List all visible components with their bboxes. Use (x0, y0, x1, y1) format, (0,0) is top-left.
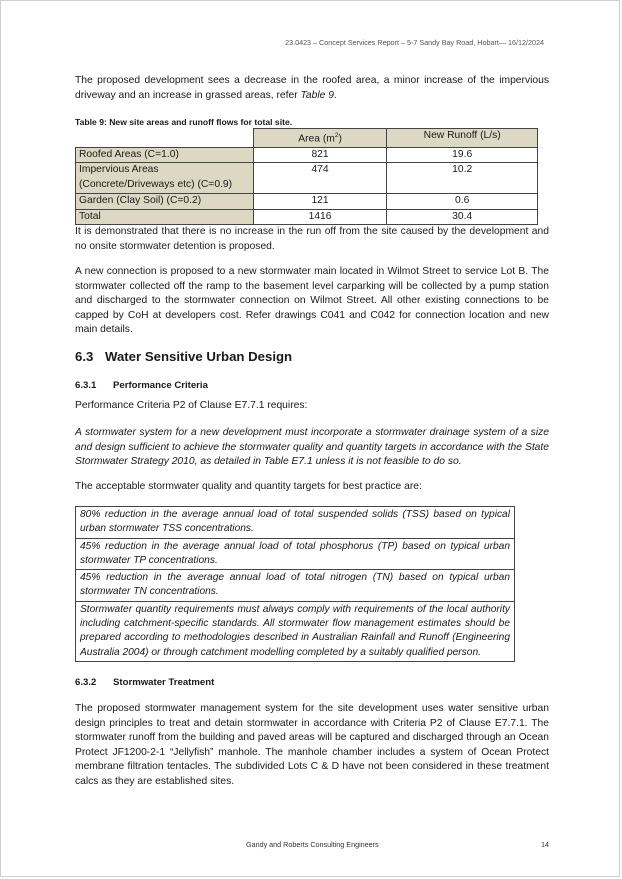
target-cell: Stormwater quantity requirements must always comply with requirements of the local authority including catchment-specific standards. All stormwater flow management estimates should be prepared according to methodologies described in Australian Rainfall and Runoff (Engineering Australia 2004) or through catchment modelling completed by a suitably qualified person. (76, 601, 515, 661)
treatment-paragraph: The proposed stormwater management system for the site development uses water sensitive urban design principles to treat and detain stormwater in accordance with Criteria P2 of Clause E7.7.1. The stormwater runoff from the building and paved areas will be captured and discharged through an Ocean Protect JF1200-2-1 “Jellyfish” manhole. The manhole chamber includes a system of Ocean Protect membrane filtration tentacles. The subdivided Lots C & D have not been considered in these treatment calcs as they are established sites. (75, 703, 549, 787)
subsection-title: Stormwater Treatment (113, 677, 215, 688)
section-heading (75, 349, 292, 364)
intro-end: . (333, 89, 337, 101)
subsection-heading-criteria (75, 380, 208, 391)
area-cell: 821 (253, 147, 387, 163)
no-increase-paragraph: It is demonstrated that there is no increase in the run off from the site caused by the development and no onsite stormwater detention is proposed. (75, 226, 549, 252)
criteria-paragraph: Performance Criteria P2 of Clause E7.7.1 requires: (75, 400, 308, 411)
table-row (76, 147, 538, 163)
intro-paragraph (75, 74, 549, 103)
col-runoff-header: New Runoff (L/s) (387, 129, 538, 148)
targets-intro-paragraph: The acceptable stormwater quality and quantity targets for best practice are: (75, 481, 422, 492)
table-caption: Table 9: New site areas and runoff flows for total site. (75, 117, 293, 127)
row-label: Total (76, 209, 254, 225)
target-row (76, 538, 515, 570)
area-cell: 1416 (253, 209, 387, 225)
runoff-cell: 19.6 (387, 147, 538, 163)
target-cell: 45% reduction in the average annual load of total phosphorus (TP) based on typical urban stormwater TP concentrations. (76, 538, 515, 570)
runoff-table (75, 128, 538, 225)
target-cell: 45% reduction in the average annual load of total nitrogen (TN) based on typical urban stormwater TN concentrations. (76, 570, 515, 602)
connection-paragraph: A new connection is proposed to a new stormwater main located in Wilmot Street to service Lot B. The stormwater collected off the ramp to the basement level carparking will be collected by a pump station and discharged to the stormwater connection on Wilmot Street. All other existing connections to be capped by CoH at developers cost. Refer drawings C041 and C042 for connection location and new main details. (75, 266, 549, 336)
area-cell: 121 (253, 194, 387, 210)
col-area-header: Area $(m^2)$ (253, 129, 387, 148)
target-row (76, 570, 515, 602)
page-header: 23.0423 – Concept Services Report – 5-7 Sandy Bay Road, Hobart— 16/12/2024 (285, 38, 544, 47)
target-row (76, 601, 515, 661)
subsection-title: Performance Criteria (113, 380, 208, 391)
table-total-row (76, 209, 538, 225)
subsection-number: 6.3.2 (75, 677, 97, 688)
runoff-cell: 30.4 (387, 209, 538, 225)
intro-text: The proposed development sees a decrease in the roofed area, a minor increase of the impervious driveway and an increase in grassed areas, refer (75, 75, 549, 101)
page-footer: Gandy and Roberts Consulting Engineers (246, 840, 379, 849)
table-row (76, 163, 538, 194)
header-blank (76, 129, 254, 148)
target-row (76, 507, 515, 539)
table-header-row (76, 129, 538, 148)
section-number: 6.3 (75, 349, 94, 364)
runoff-cell: 10.2 (387, 163, 538, 194)
row-label: Impervious Areas (Concrete/Driveways etc) (C=0.9) (76, 163, 254, 194)
table-reference: Table 9 (300, 89, 334, 101)
quote-paragraph: A stormwater system for a new development must incorporate a stormwater drainage system of a size and design sufficient to achieve the stormwater quality and quantity targets in accordance with the State Stormwater Strategy 2010, as detailed in Table E7.1 unless it is not feasible to do so. (75, 427, 549, 468)
subsection-heading-treatment (75, 677, 214, 688)
page-number: 14 (541, 840, 549, 849)
runoff-cell: 0.6 (387, 194, 538, 210)
table-row (76, 194, 538, 210)
row-label: Garden (Clay Soil) (C=0.2) (76, 194, 254, 210)
targets-table (75, 506, 515, 662)
target-cell: 80% reduction in the average annual load of total suspended solids (TSS) based on typical urban stormwater TSS concentrations. (76, 507, 515, 539)
section-title: Water Sensitive Urban Design (105, 349, 293, 364)
row-label: Roofed Areas (C=1.0) (76, 147, 254, 163)
area-cell: 474 (253, 163, 387, 194)
subsection-number: 6.3.1 (75, 380, 97, 391)
